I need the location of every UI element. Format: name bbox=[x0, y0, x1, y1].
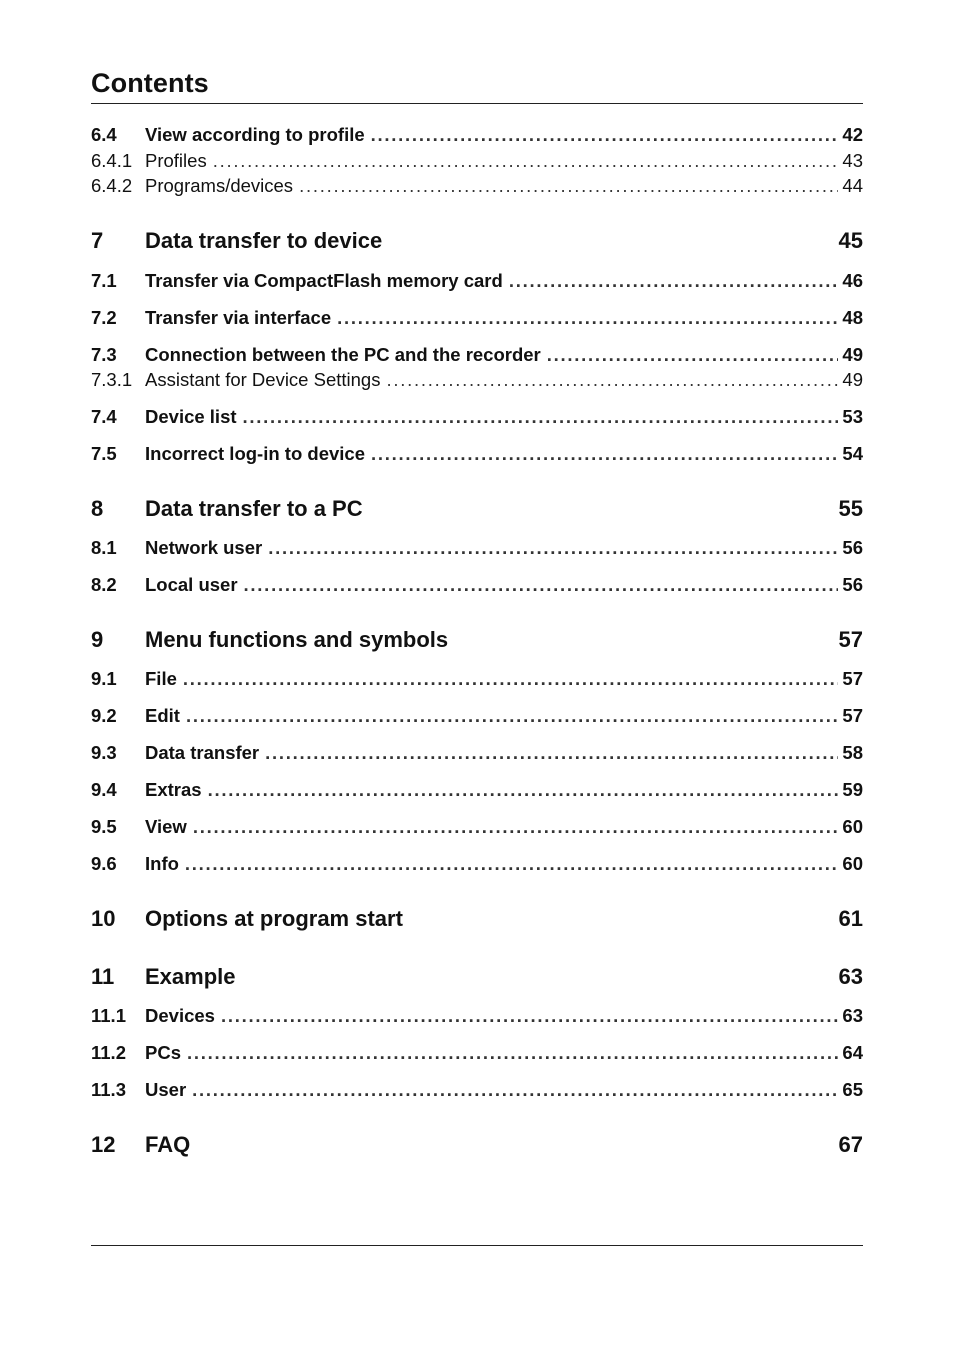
footer-divider bbox=[91, 1245, 863, 1246]
toc-number: 10 bbox=[91, 906, 116, 931]
toc-page-number: 55 bbox=[838, 496, 863, 521]
dot-leader bbox=[208, 779, 839, 801]
toc-entry-section[interactable] bbox=[91, 574, 863, 600]
toc-title: Devices bbox=[145, 1005, 215, 1026]
toc-page-number: 60 bbox=[842, 816, 863, 837]
dot-leader bbox=[268, 537, 838, 559]
toc-number: 9.5 bbox=[91, 816, 117, 837]
toc-page-number: 46 bbox=[842, 270, 863, 291]
toc-entry-section[interactable] bbox=[91, 1042, 863, 1068]
toc-page-number: 43 bbox=[842, 150, 863, 171]
dot-leader bbox=[243, 406, 839, 428]
toc-number: 8.2 bbox=[91, 574, 117, 595]
toc-page-number: 48 bbox=[842, 307, 863, 328]
toc-title: Assistant for Device Settings bbox=[145, 369, 381, 390]
toc-page-number: 53 bbox=[842, 406, 863, 427]
toc-title: Data transfer bbox=[145, 742, 260, 763]
toc-number: 7.5 bbox=[91, 443, 117, 464]
toc-number: 9.4 bbox=[91, 779, 117, 800]
toc-page-number: 60 bbox=[842, 853, 863, 874]
toc-title: View bbox=[145, 816, 187, 837]
toc-entry-chapter[interactable] bbox=[91, 964, 863, 996]
toc-number: 7.3.1 bbox=[91, 369, 133, 390]
toc-number: 9.1 bbox=[91, 668, 117, 689]
toc-number: 6.4 bbox=[91, 124, 117, 145]
toc-title: Device list bbox=[145, 406, 237, 427]
toc-entry-section[interactable] bbox=[91, 307, 863, 333]
dot-leader bbox=[192, 1079, 838, 1101]
toc-entry-chapter[interactable] bbox=[91, 228, 863, 260]
toc-number: 11.3 bbox=[91, 1079, 126, 1100]
dot-leader bbox=[193, 816, 839, 838]
toc-page-number: 42 bbox=[842, 124, 863, 145]
toc-entry-chapter[interactable] bbox=[91, 627, 863, 659]
toc-entry-subsection[interactable] bbox=[91, 150, 863, 176]
toc-page-number: 49 bbox=[842, 344, 863, 365]
toc-title: File bbox=[145, 668, 177, 689]
toc-title: Transfer via CompactFlash memory card bbox=[145, 270, 503, 291]
toc-entry-subsection[interactable] bbox=[91, 175, 863, 201]
toc-entry-section[interactable] bbox=[91, 1005, 863, 1031]
dot-leader bbox=[186, 705, 838, 727]
toc-number: 7.3 bbox=[91, 344, 117, 365]
toc-page-number: 63 bbox=[842, 1005, 863, 1026]
toc-page-number: 57 bbox=[842, 668, 863, 689]
toc-page-number: 58 bbox=[842, 742, 863, 763]
dot-leader bbox=[547, 344, 839, 366]
toc-title: Data transfer to device bbox=[145, 228, 383, 253]
toc-title: Menu functions and symbols bbox=[145, 627, 449, 652]
toc-page-number: 63 bbox=[838, 964, 863, 989]
toc-number: 12 bbox=[91, 1132, 116, 1157]
toc-number: 7.1 bbox=[91, 270, 117, 291]
toc-number: 9.2 bbox=[91, 705, 117, 726]
toc-title: Data transfer to a PC bbox=[145, 496, 363, 521]
toc-number: 8.1 bbox=[91, 537, 117, 558]
dot-leader bbox=[213, 150, 839, 172]
toc-page-number: 59 bbox=[842, 779, 863, 800]
toc-number: 7.4 bbox=[91, 406, 117, 427]
dot-leader bbox=[299, 175, 838, 197]
toc-entry-section[interactable] bbox=[91, 537, 863, 563]
dot-leader bbox=[371, 443, 838, 465]
toc-number: 11.1 bbox=[91, 1005, 126, 1026]
toc-page-number: 45 bbox=[838, 228, 863, 253]
dot-leader bbox=[337, 307, 838, 329]
toc-title: Info bbox=[145, 853, 179, 874]
toc-page-number: 56 bbox=[842, 537, 863, 558]
dot-leader bbox=[183, 668, 839, 690]
toc-entry-section[interactable] bbox=[91, 742, 863, 768]
toc-page-number: 57 bbox=[842, 705, 863, 726]
toc-title: PCs bbox=[145, 1042, 181, 1063]
toc-entry-chapter[interactable] bbox=[91, 906, 863, 938]
toc-title: FAQ bbox=[145, 1132, 191, 1157]
toc-number: 8 bbox=[91, 496, 104, 521]
toc-number: 6.4.2 bbox=[91, 175, 133, 196]
toc-entry-section[interactable] bbox=[91, 816, 863, 842]
toc-page-number: 65 bbox=[842, 1079, 863, 1100]
toc-entry-section[interactable] bbox=[91, 668, 863, 694]
toc-title: Network user bbox=[145, 537, 263, 558]
toc-entry-section[interactable] bbox=[91, 124, 863, 150]
dot-leader bbox=[386, 369, 838, 391]
toc-number: 9.3 bbox=[91, 742, 117, 763]
toc-number: 9 bbox=[91, 627, 104, 652]
page-title: Contents bbox=[91, 68, 209, 98]
dot-leader bbox=[185, 853, 839, 875]
dot-leader bbox=[244, 574, 839, 596]
toc-title: View according to profile bbox=[145, 124, 365, 145]
toc-number: 7 bbox=[91, 228, 104, 253]
toc-entry-section[interactable] bbox=[91, 270, 863, 296]
toc-title: Local user bbox=[145, 574, 238, 595]
toc-page-number: 56 bbox=[842, 574, 863, 595]
toc-title: Options at program start bbox=[145, 906, 403, 931]
toc-entry-section[interactable] bbox=[91, 1079, 863, 1105]
toc-title: Extras bbox=[145, 779, 202, 800]
table-of-contents bbox=[91, 0, 863, 1350]
toc-number: 9.6 bbox=[91, 853, 117, 874]
dot-leader bbox=[221, 1005, 838, 1027]
dot-leader bbox=[187, 1042, 838, 1064]
toc-entry-section[interactable] bbox=[91, 853, 863, 879]
toc-entry-chapter[interactable] bbox=[91, 496, 863, 528]
dot-leader bbox=[509, 270, 839, 292]
toc-number: 11 bbox=[91, 964, 115, 989]
toc-entry-section[interactable] bbox=[91, 705, 863, 731]
toc-page-number: 64 bbox=[842, 1042, 863, 1063]
toc-title: Transfer via interface bbox=[145, 307, 332, 328]
toc-page-number: 57 bbox=[838, 627, 863, 652]
toc-page-number: 61 bbox=[838, 906, 863, 931]
toc-entry-section[interactable] bbox=[91, 443, 863, 469]
toc-number: 7.2 bbox=[91, 307, 117, 328]
toc-title: Profiles bbox=[145, 150, 207, 171]
toc-title: User bbox=[145, 1079, 187, 1100]
dot-leader bbox=[265, 742, 838, 764]
dot-leader bbox=[371, 124, 839, 146]
toc-number: 11.2 bbox=[91, 1042, 126, 1063]
toc-title: Connection between the PC and the recorder bbox=[145, 344, 541, 365]
toc-page-number: 44 bbox=[842, 175, 863, 196]
toc-entry-subsection[interactable] bbox=[91, 369, 863, 395]
toc-page-number: 49 bbox=[842, 369, 863, 390]
toc-title: Example bbox=[145, 964, 236, 989]
toc-entry-chapter[interactable] bbox=[91, 1132, 863, 1164]
toc-entry-section[interactable] bbox=[91, 779, 863, 805]
toc-title: Programs/devices bbox=[145, 175, 294, 196]
toc-entry-section[interactable] bbox=[91, 344, 863, 370]
toc-number: 6.4.1 bbox=[91, 150, 133, 171]
toc-page-number: 54 bbox=[842, 443, 863, 464]
toc-entry-section[interactable] bbox=[91, 406, 863, 432]
toc-title: Incorrect log-in to device bbox=[145, 443, 365, 464]
toc-page-number: 67 bbox=[838, 1132, 863, 1157]
toc-title: Edit bbox=[145, 705, 180, 726]
